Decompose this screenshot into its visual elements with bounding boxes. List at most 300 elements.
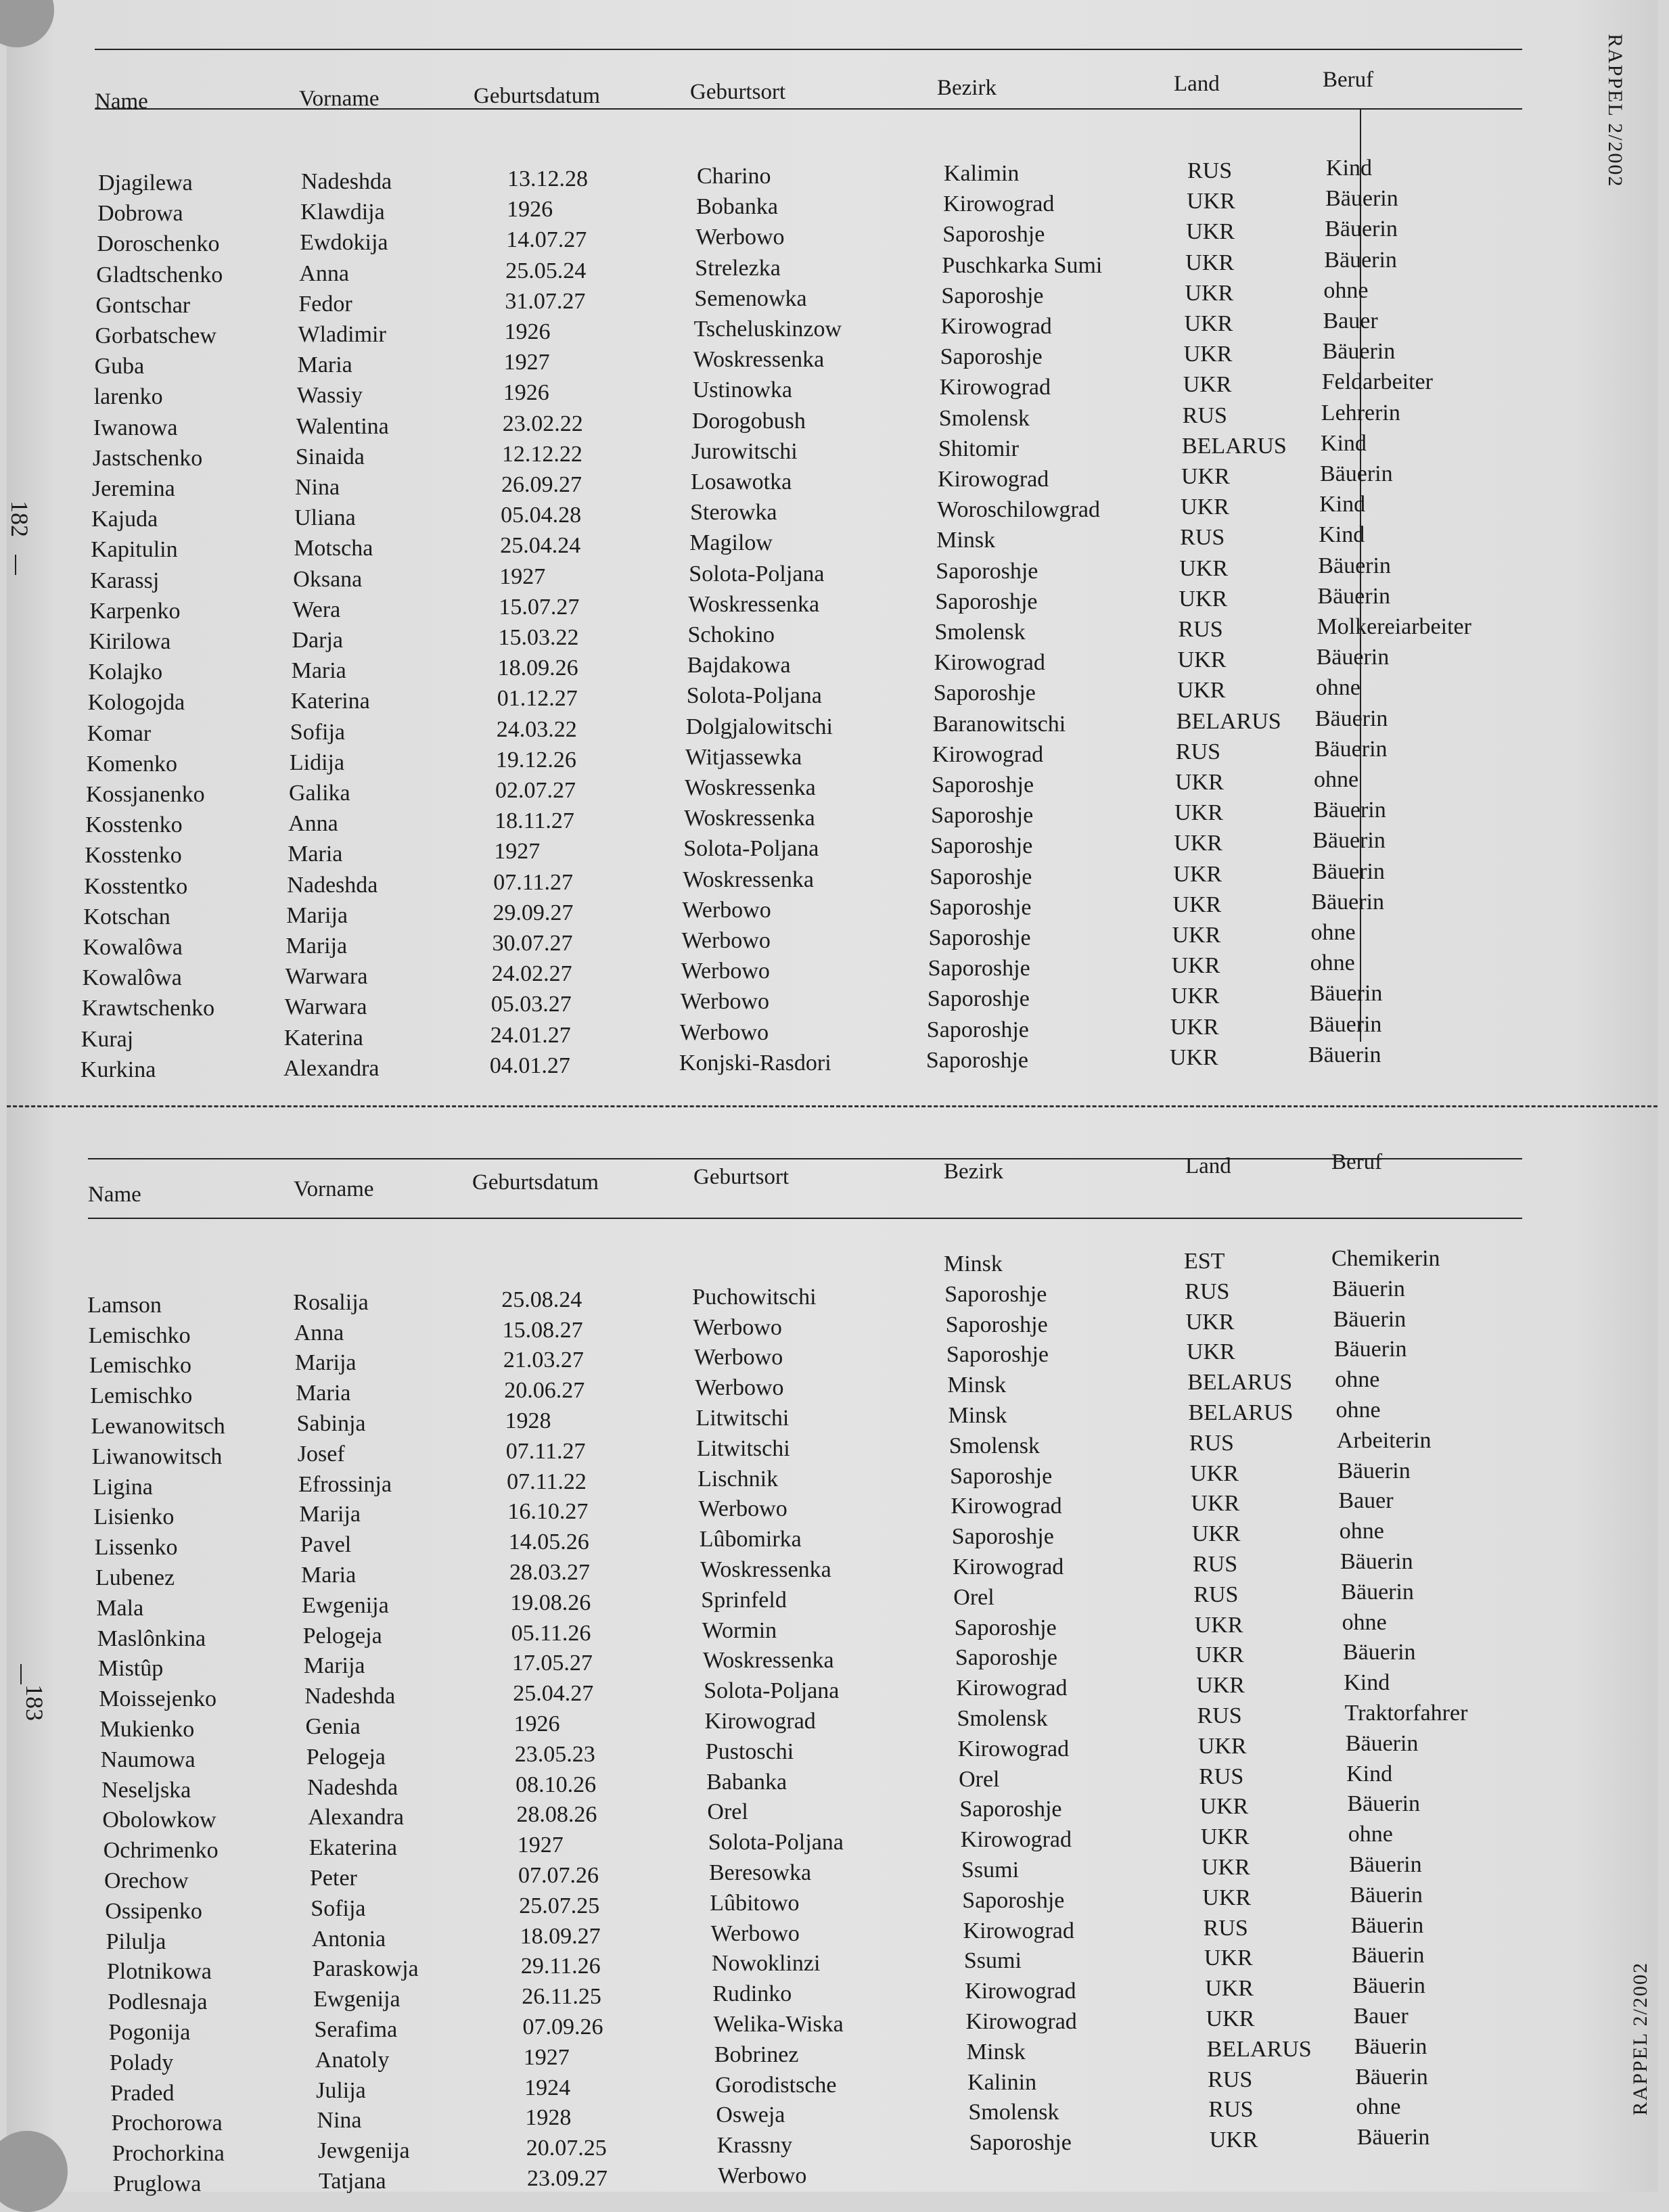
cell-geburtsort: Wormin [702,1617,777,1643]
cell-land: UKR [1191,1491,1240,1517]
cell-vorname: Pavel [300,1532,352,1558]
cell-land: UKR [1194,1612,1243,1638]
cell-beruf: Kind [1344,1670,1390,1696]
cell-geburtsdatum: 04.01.27 [489,1053,570,1078]
cell-geburtsdatum: 05.11.26 [511,1620,591,1646]
cell-name: Kowalôwa [83,935,183,960]
cell-bezirk: Kirowograd [932,741,1044,767]
cell-land: UKR [1173,861,1222,887]
cell-geburtsort: Orel [707,1799,748,1825]
cell-vorname: Jewgenija [317,2138,410,2164]
cell-bezirk: Kirowograd [965,2009,1077,2034]
cell-geburtsort: Sterowka [690,500,777,526]
cell-name: Lubenez [95,1565,175,1590]
cell-land: UKR [1169,1044,1218,1070]
cell-vorname: Maria [301,1563,357,1588]
cell-bezirk: Smolensk [957,1706,1048,1731]
cell-geburtsort: Werbowo [681,928,771,953]
cell-geburtsort: Gorodistsche [715,2072,837,2098]
cell-beruf: ohne [1356,2094,1401,2120]
cell-geburtsort: Werbowo [718,2163,807,2188]
cell-beruf: Bauer [1353,2004,1409,2029]
cell-name: Gorbatschew [95,323,216,348]
cell-beruf: Bäuerin [1333,1306,1407,1332]
cell-name: Lissenko [94,1535,178,1561]
cell-bezirk: Saporoshje [932,773,1034,798]
cell-land: UKR [1197,1733,1247,1759]
cell-geburtsort: Strelezka [695,255,781,281]
cell-beruf: Bäuerin [1342,1640,1416,1665]
cell-beruf: Bäuerin [1332,1276,1405,1301]
header-land: Land [1174,72,1220,96]
cell-name: Lisienko [93,1504,175,1530]
cell-beruf: Bäuerin [1318,553,1391,578]
cell-beruf: Bäuerin [1324,247,1397,273]
cell-geburtsdatum: 1928 [505,1408,551,1433]
cell-vorname: Ekaterina [308,1835,397,1861]
cell-beruf: Chemikerin [1331,1246,1440,1271]
cell-name: Prochorowa [111,2111,223,2136]
header-vorname: Vorname [294,1177,374,1201]
header-bezirk: Bezirk [937,76,997,100]
cell-bezirk: Minsk [966,2039,1026,2065]
cell-name: Gladtschenko [96,262,223,287]
cell-geburtsdatum: 14.05.26 [508,1529,589,1555]
cell-beruf: Kind [1326,156,1372,181]
page-number-rule [20,1664,22,1684]
cell-name: Neseljska [101,1777,191,1803]
cell-bezirk: Kirowograd [963,1918,1074,1943]
cell-beruf: Kind [1319,492,1366,517]
cell-vorname: Klawdija [300,200,385,225]
cell-bezirk: Kirowograd [951,1494,1062,1519]
cell-bezirk: Saporoshje [931,803,1034,829]
cell-name: Moissejenko [99,1686,216,1712]
cell-land: UKR [1183,342,1233,367]
cell-beruf: Bäuerin [1333,1337,1407,1362]
cell-vorname: Anna [299,260,349,286]
cell-bezirk: Ssumi [961,1858,1020,1883]
cell-name: Kotschan [83,904,170,929]
cell-geburtsort: Werbowo [695,1375,784,1401]
cell-name: Kajuda [91,507,158,532]
cell-bezirk: Ssumi [963,1948,1022,1974]
cell-geburtsdatum: 1927 [517,1833,564,1858]
header-beruf: Beruf [1323,68,1374,92]
cell-land: UKR [1172,923,1221,948]
cell-land: RUS [1208,2067,1253,2092]
cell-name: Karassj [90,568,160,593]
cell-geburtsort: Jurowitschi [691,438,798,464]
cell-land: UKR [1205,1976,1254,2002]
cell-beruf: ohne [1310,950,1355,976]
cell-geburtsort: Welika-Wiska [713,2012,844,2037]
cell-geburtsdatum: 23.02.22 [502,411,583,436]
cell-bezirk: Kirowograd [965,1979,1076,2004]
cell-vorname: Maria [291,658,346,684]
cell-bezirk: Saporoshje [925,1047,1028,1073]
cell-vorname: Wassiy [296,383,363,409]
cell-geburtsdatum: 25.07.25 [519,1893,600,1918]
cell-name: Ossipenko [105,1898,202,1924]
cell-vorname: Julija [316,2077,366,2103]
cell-name: Pruglowa [113,2171,202,2196]
cell-geburtsdatum: 20.07.25 [526,2136,607,2161]
cell-bezirk: Kalinin [967,2069,1037,2095]
cell-beruf: Bäuerin [1309,981,1383,1007]
cell-beruf: ohne [1315,675,1361,701]
cell-name: Lemischko [88,1322,191,1348]
cell-land: UKR [1195,1642,1244,1668]
cell-land: RUS [1175,739,1221,764]
cell-name: Kuraj [81,1026,134,1052]
cell-geburtsdatum: 07.11.27 [505,1438,586,1464]
cell-vorname: Efrossinja [298,1471,392,1497]
cell-geburtsdatum: 1927 [523,2044,570,2070]
cell-land: BELARUS [1188,1400,1294,1425]
running-head-bottom: RAPPEL 2/2002 [1629,1962,1651,2116]
cell-land: UKR [1196,1673,1245,1699]
cell-geburtsort: Lûbitowo [710,1890,800,1916]
cell-vorname: Alexandra [308,1805,404,1830]
cell-vorname: Motscha [294,536,373,561]
cell-geburtsdatum: 19.12.26 [495,747,576,773]
cell-bezirk: Kirowograd [940,314,1052,339]
cell-vorname: Katerina [290,689,370,714]
cell-geburtsdatum: 07.11.27 [493,869,574,895]
cell-name: Kossjanenko [86,782,205,807]
cell-geburtsdatum: 1926 [507,197,553,223]
cell-name: Ochrimenko [103,1838,219,1864]
page-number-bottom: 183 [21,1684,48,1721]
cell-geburtsdatum: 05.04.28 [501,503,582,528]
cell-vorname: Sabinja [296,1411,366,1436]
cell-land: UKR [1191,1521,1241,1547]
cell-land: RUS [1189,1430,1234,1456]
cell-geburtsort: Bobanka [696,194,778,220]
cell-geburtsort: Werbowo [682,897,771,923]
cell-vorname: Galika [289,781,350,806]
cell-name: Jeremina [92,476,175,501]
cell-name: Podlesnaja [108,1989,208,2015]
cell-beruf: ohne [1323,277,1369,303]
cell-geburtsort: Litwitschi [695,1406,790,1431]
cell-land: UKR [1202,1885,1252,1910]
cell-name: Praded [110,2080,175,2106]
cell-vorname: Ewdokija [300,230,388,256]
cell-name: Djagilewa [98,170,193,195]
cell-geburtsort: Woskressenka [693,347,825,373]
cell-geburtsdatum: 19.08.26 [510,1590,591,1615]
cell-geburtsort: Bajdakowa [687,653,791,678]
cell-geburtsdatum: 23.09.27 [527,2166,608,2191]
header-geburtsort: Geburtsort [690,80,786,104]
cell-bezirk: Kirowograd [953,1554,1064,1580]
cell-geburtsdatum: 25.04.24 [500,533,581,559]
cell-vorname: Katerina [283,1025,363,1051]
cell-geburtsdatum: 29.11.26 [520,1954,601,1979]
cell-land: BELARUS [1206,2036,1312,2062]
cell-vorname: Oksana [293,566,363,592]
cell-geburtsort: Dolgjalowitschi [685,714,833,739]
cell-land: UKR [1179,555,1229,581]
cell-bezirk: Saporoshje [927,986,1030,1012]
cell-land: UKR [1202,1855,1250,1880]
cell-land: RUS [1197,1703,1242,1728]
cell-name: Dobrowa [97,201,183,227]
cell-geburtsdatum: 20.06.27 [504,1378,585,1404]
cell-vorname: Genia [305,1714,361,1739]
cell-geburtsort: Woskressenka [702,1648,834,1674]
cell-vorname: Serafima [314,2017,398,2042]
cell-land: UKR [1183,372,1232,398]
cell-land: UKR [1181,464,1230,489]
cell-beruf: Bäuerin [1325,186,1398,212]
cell-geburtsdatum: 25.04.27 [513,1681,594,1707]
cell-geburtsdatum: 07.11.22 [507,1469,587,1494]
cell-bezirk: Saporoshje [941,283,1044,308]
cell-beruf: Bäuerin [1356,2125,1430,2150]
cell-bezirk: Saporoshje [955,1645,1057,1671]
running-head-top: RAPPEL 2/2002 [1604,34,1626,188]
cell-vorname: Lidija [289,750,345,775]
cell-bezirk: Kirowograd [943,191,1055,217]
cell-name: Lewanowitsch [91,1414,225,1439]
cell-beruf: Bäuerin [1314,706,1388,731]
cell-geburtsdatum: 02.07.27 [495,778,576,803]
cell-name: Lemischko [90,1383,193,1409]
cell-beruf: Kind [1319,522,1365,548]
cell-name: larenko [93,384,163,410]
cell-bezirk: Saporoshje [962,1887,1065,1913]
cell-geburtsort: Werbowo [680,989,770,1015]
cell-geburtsdatum: 1924 [524,2075,571,2100]
cell-vorname: Anna [288,811,338,837]
cell-name: Kolajko [88,660,163,685]
cell-land: RUS [1187,158,1233,183]
page-corner-shadow [0,2131,68,2212]
cell-bezirk: Saporoshje [959,1797,1062,1822]
cell-name: Naumowa [100,1747,196,1772]
cell-land: UKR [1206,2006,1255,2031]
cell-geburtsdatum: 31.07.27 [505,288,586,314]
cell-bezirk: Kirowograd [960,1827,1072,1853]
cell-geburtsdatum: 1927 [494,839,541,865]
cell-geburtsdatum: 15.03.22 [498,625,579,650]
cell-name: Gontschar [95,292,191,318]
cell-name: Ligina [93,1474,153,1500]
cell-geburtsdatum: 1926 [513,1711,560,1736]
cell-vorname: Anatoly [315,2047,390,2073]
cell-geburtsort: Puchowitschi [692,1284,817,1310]
cell-name: Kirilowa [89,629,171,654]
cell-geburtsdatum: 18.09.27 [520,1923,601,1949]
page-number-top: 182 [6,501,33,537]
cell-beruf: Bäuerin [1354,2033,1427,2059]
cell-geburtsort: Werbowo [681,959,770,984]
cell-beruf: Arbeiterin [1336,1427,1432,1453]
cell-beruf: Lehrerin [1321,400,1400,425]
cell-vorname: Paraskowja [312,1956,419,1982]
cell-name: Iwanowa [93,415,178,440]
cell-bezirk: Saporoshje [928,956,1030,982]
cell-bezirk: Saporoshje [969,2130,1072,2156]
cell-vorname: Rosalija [293,1289,369,1315]
table-top-rule [88,1158,1522,1159]
header-land: Land [1185,1154,1231,1178]
cell-geburtsdatum: 12.12.22 [501,441,582,467]
cell-geburtsdatum: 30.07.27 [492,931,573,956]
cell-land: UKR [1185,280,1234,306]
cell-geburtsdatum: 18.09.26 [497,655,578,681]
cell-beruf: Bäuerin [1320,461,1393,486]
cell-name: Polady [109,2050,174,2075]
table-header-rule [88,1218,1522,1219]
cell-bezirk: Saporoshje [940,344,1043,370]
cell-vorname: Ewgenija [302,1592,389,1618]
cell-geburtsort: Magilow [689,530,773,556]
cell-geburtsort: Semenowka [694,285,807,311]
header-bezirk: Bezirk [944,1159,1003,1184]
cell-geburtsort: Werbowo [710,1920,800,1946]
cell-bezirk: Saporoshje [946,1342,1049,1368]
cell-beruf: Bäuerin [1325,216,1398,242]
cell-bezirk: Baranowitschi [932,711,1066,737]
cell-beruf: Bäuerin [1349,1852,1422,1877]
cell-geburtsdatum: 1926 [503,380,549,406]
cell-bezirk: Orel [953,1584,994,1610]
cell-beruf: ohne [1342,1609,1387,1635]
cell-geburtsort: Solota-Poljana [686,683,822,709]
header-name: Name [88,1182,141,1207]
cell-bezirk: Saporoshje [951,1524,1054,1550]
cell-land: UKR [1177,647,1227,673]
cell-beruf: ohne [1335,1398,1381,1423]
cell-geburtsdatum: 25.05.24 [505,258,587,283]
cell-name: Lamson [87,1292,162,1318]
cell-geburtsdatum: 07.09.26 [522,2014,603,2040]
cell-land: BELARUS [1181,433,1287,459]
cell-geburtsort: Werbowo [695,225,785,250]
cell-geburtsdatum: 1926 [504,319,551,344]
cell-land: UKR [1186,1339,1235,1365]
cell-geburtsdatum: 05.03.27 [490,992,572,1017]
cell-beruf: Bäuerin [1312,858,1385,884]
header-name: Name [95,89,148,114]
cell-geburtsdatum: 28.03.27 [509,1560,590,1585]
cell-bezirk: Saporoshje [930,864,1032,890]
cell-bezirk: Minsk [947,1373,1007,1398]
cell-land: UKR [1199,1794,1249,1820]
cell-geburtsort: Losawotka [691,469,792,494]
cell-vorname: Nadeshda [307,1774,398,1800]
cell-beruf: Bäuerin [1355,2064,1428,2090]
cell-vorname: Nadeshda [287,872,378,898]
cell-geburtsdatum: 13.12.28 [507,166,588,191]
cell-vorname: Ewgenija [313,1987,401,2012]
cell-beruf: Bäuerin [1313,798,1386,823]
cell-beruf: Bäuerin [1350,1912,1424,1938]
cell-vorname: Walentina [296,413,389,439]
cell-beruf: Bäuerin [1341,1579,1414,1605]
cell-vorname: Wladimir [298,322,386,347]
cell-geburtsort: Sprinfeld [701,1587,787,1613]
cell-geburtsort: Schokino [687,622,775,647]
cell-vorname: Fedor [298,291,352,317]
cell-name: Kosstenko [85,812,183,838]
cell-land: RUS [1178,617,1223,642]
cell-geburtsdatum: 25.08.24 [501,1287,582,1312]
cell-bezirk: Kirowograd [956,1676,1068,1701]
cell-geburtsort: Lûbomirka [699,1527,802,1552]
cell-beruf: Bäuerin [1350,1882,1423,1908]
cell-vorname: Alexandra [283,1055,380,1081]
page-divider [7,1105,1657,1107]
cell-geburtsdatum: 21.03.27 [503,1347,584,1373]
cell-vorname: Uliana [294,505,356,531]
cell-geburtsdatum: 1928 [525,2105,572,2131]
cell-land: UKR [1172,892,1222,917]
scanned-spread [6,0,1657,2196]
cell-geburtsort: Werbowo [693,1345,783,1370]
cell-bezirk: Saporoshje [950,1463,1053,1489]
cell-geburtsort: Dorogobush [691,408,806,434]
cell-beruf: Bäuerin [1311,889,1385,915]
cell-geburtsort: Solota-Poljana [704,1678,840,1704]
cell-land: UKR [1209,2127,1258,2153]
cell-name: Kurkina [80,1057,156,1082]
cell-land: RUS [1193,1582,1239,1607]
cell-geburtsdatum: 24.02.27 [491,961,572,987]
cell-geburtsdatum: 07.07.26 [518,1863,599,1888]
cell-geburtsort: Kirowograd [704,1709,816,1734]
cell-land: EST [1184,1249,1225,1274]
cell-geburtsdatum: 15.08.27 [502,1317,583,1343]
cell-name: Kapitulin [91,537,178,563]
cell-geburtsdatum: 16.10.27 [507,1499,589,1525]
cell-beruf: Kind [1320,430,1367,456]
cell-vorname: Nadeshda [304,1684,396,1709]
header-geburtsdatum: Geburtsdatum [474,84,600,108]
cell-bezirk: Minsk [936,528,996,553]
cell-geburtsdatum: 01.12.27 [497,686,578,712]
cell-name: Karpenko [89,598,181,624]
cell-vorname: Nina [295,475,340,500]
header-geburtsdatum: Geburtsdatum [472,1170,599,1195]
cell-name: Kosstentko [84,873,188,899]
cell-land: UKR [1170,984,1220,1009]
header-vorname: Vorname [299,87,380,111]
cell-vorname: Sofija [311,1895,366,1921]
cell-vorname: Tatjana [319,2169,386,2194]
cell-geburtsort: Tscheluskinzow [693,317,842,342]
cell-beruf: Bäuerin [1340,1549,1413,1574]
cell-bezirk: Smolensk [948,1433,1040,1458]
cell-beruf: Bauer [1323,308,1378,333]
cell-land: UKR [1186,219,1235,245]
header-beruf: Beruf [1331,1150,1383,1174]
cell-bezirk: Saporoshje [933,681,1036,706]
cell-vorname: Maria [296,1381,351,1406]
cell-beruf: Bäuerin [1338,1458,1411,1483]
cell-geburtsdatum: 23.05.23 [514,1741,595,1767]
cell-vorname: Josef [297,1441,345,1467]
cell-geburtsort: Ustinowka [692,377,793,403]
cell-land: UKR [1185,250,1235,275]
cell-land: UKR [1175,770,1224,795]
cell-geburtsort: Woskressenka [683,867,814,892]
cell-beruf: Bäuerin [1308,1011,1382,1037]
